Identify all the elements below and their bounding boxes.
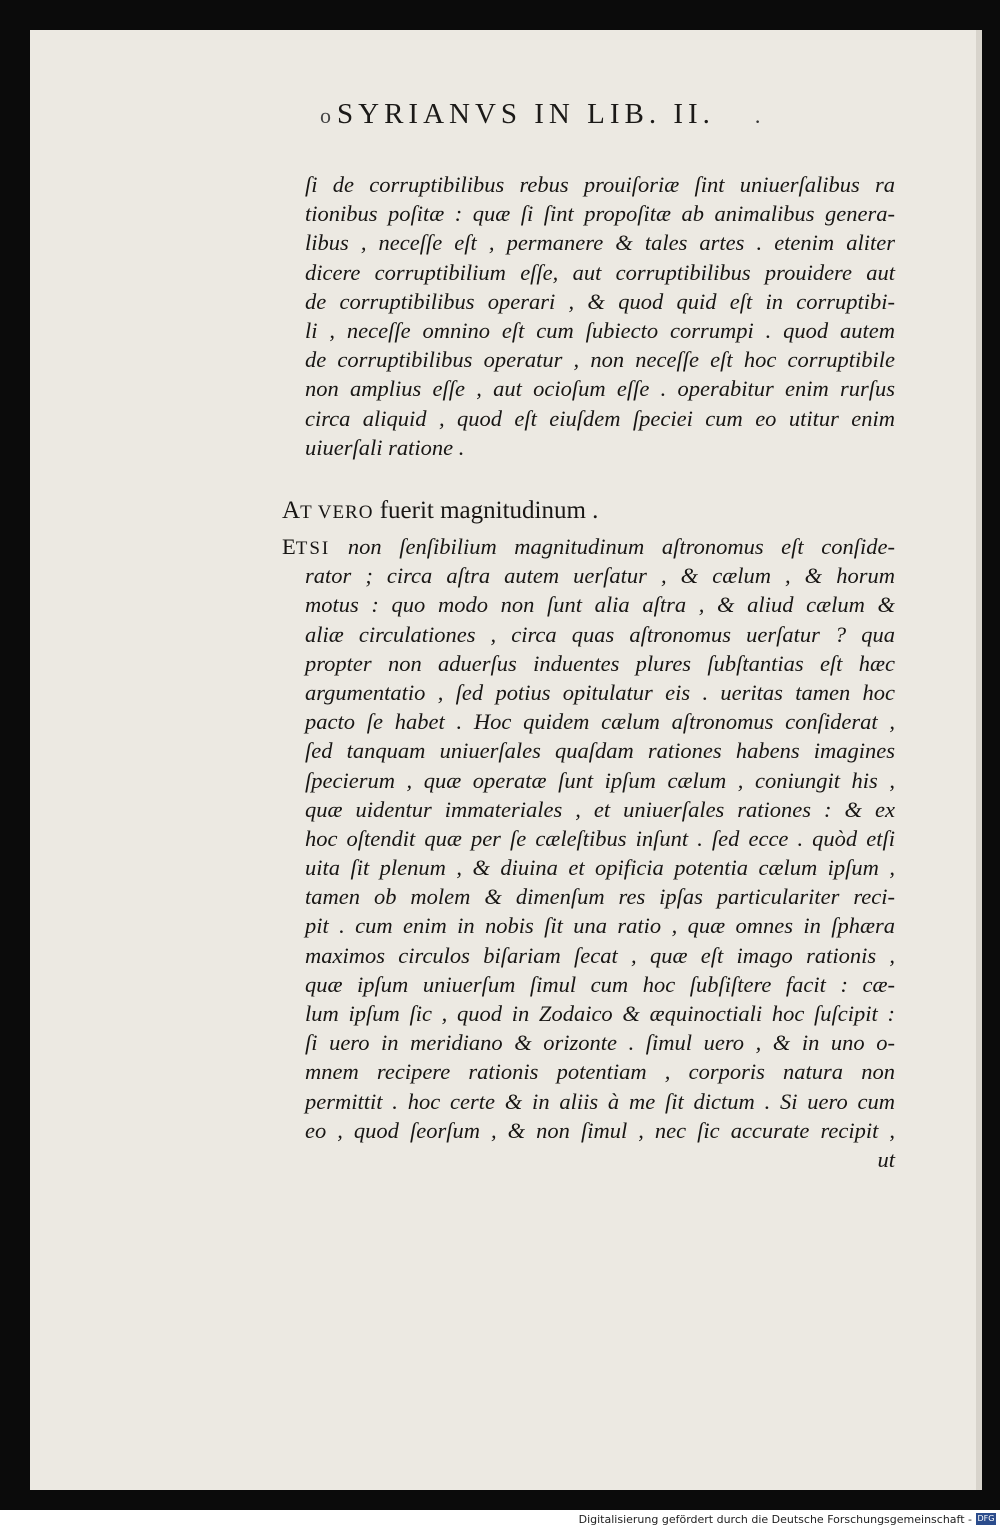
text-line: circa aliquid , quod eſt eiuſdem ſpeciei cum eo utitur enim xyxy=(305,405,895,431)
running-header xyxy=(320,98,900,131)
dfg-logo: DFG xyxy=(977,1514,995,1523)
text-line: pit . cum enim in nobis ſit una ratio , quæ omnes in ſphæra xyxy=(305,913,895,939)
text-line: ſi uero in meridiano & orizonte . ſimul uero , & in uno o- xyxy=(305,1030,895,1056)
text-line: maximos circulos biſariam ſecat , quæ eſt imago rationis , xyxy=(305,942,895,968)
text-line: motus : quo modo non ſunt alia aſtra , & aliud cælum & xyxy=(305,592,895,618)
text-line: pacto ſe habet . Hoc quidem cælum aſtronomus conſiderat , xyxy=(305,709,895,735)
text-line: li , neceſſe omnino eſt cum ſubiecto corrumpi . quod autem xyxy=(305,317,895,343)
text-line: ſi de corruptibilibus rebus prouiſoriæ ſint uniuerſalibus ra xyxy=(305,172,895,197)
funding-credit: Digitalisierung gefördert durch die Deutsche Forschungsgemeinschaft - xyxy=(578,1513,972,1526)
text-line: mnem recipere rationis potentiam , corporis natura non xyxy=(305,1059,895,1085)
text-line: de corruptibilibus operari , & quod quid eſt in corruptibi- xyxy=(305,288,895,314)
text-line: aliæ circulationes , circa quas aſtronomus uerſatur ? qua xyxy=(305,621,895,647)
text-line: tionibus poſitæ : quæ ſi ſint propoſitæ ab animalibus genera- xyxy=(305,201,895,227)
text-line: lum ipſum ſic , quod in Zodaico & æquinoctiali hoc ſuſcipit : xyxy=(305,1001,895,1026)
header-mark: . xyxy=(754,103,761,128)
text-line: quæ uidentur immateriales , et uniuerſales rationes : & ex xyxy=(305,796,895,822)
lemma-text: fuerit magnitudinum . xyxy=(373,497,599,524)
paragraph-1 xyxy=(305,170,895,462)
paragraph-2 xyxy=(282,532,895,1174)
text-line: eo , quod ſeorſum , & non ſimul , nec ſic accurate recipit , xyxy=(305,1117,895,1143)
text-line: propter non aduerſus induentes plures ſubſtantias eſt hæc xyxy=(305,650,895,676)
first-line-text: non ſenſibilium magnitudinum aſtronomus eſt conſide- xyxy=(330,534,895,559)
text-line: uiuerſali ratione . xyxy=(305,434,465,460)
header-ornament: o xyxy=(320,103,331,128)
text-line: de corruptibilibus operatur , non neceſſe eſt hoc corruptibile xyxy=(305,347,895,373)
text-line: libus , neceſſe eſt , permanere & tales artes . etenim aliter xyxy=(305,230,895,256)
text-line: tamen ob molem & dimenſum res ipſas particulariter reci- xyxy=(305,884,895,910)
lemma-heading xyxy=(282,497,598,525)
digitization-footer xyxy=(0,1510,1000,1529)
text-line: permittit . hoc certe & in aliis à me ſit dictum . Si uero cum xyxy=(305,1088,895,1114)
running-title: SYRIANVS IN LIB. II. xyxy=(337,98,715,130)
para-initial: E xyxy=(282,534,296,559)
text-line: uita ſit plenum , & diuina et opificia potentia cælum ipſum , xyxy=(305,855,895,881)
text-line: non amplius eſſe , aut ocioſum eſſe . operabitur enim rurſus xyxy=(305,376,895,402)
text-line: ſed tanquam uniuerſales quaſdam rationes habens imagines xyxy=(305,738,895,764)
text-line: dicere corruptibilium eſſe, aut corruptibilibus prouidere aut xyxy=(305,259,895,285)
text-line: hoc oſtendit quæ per ſe cæleſtibus inſunt . ſed ecce . quòd etſi xyxy=(305,825,895,851)
lemma-smallcaps: T VERO xyxy=(300,502,374,523)
text-line: rator ; circa aſtra autem uerſatur , & cælum , & horum xyxy=(305,563,895,589)
para-smallcaps: TSI xyxy=(295,538,331,559)
text-line: quæ ipſum uniuerſum ſimul cum hoc ſubſiſtere facit : cæ- xyxy=(305,971,895,997)
text-line: argumentatio , ſed potius opitulatur eis . ueritas tamen hoc xyxy=(305,679,895,705)
catchword: ut xyxy=(877,1146,895,1172)
text-line: ſpecierum , quæ operatæ ſunt ipſum cælum , coniungit his , xyxy=(305,767,895,793)
lemma-initial: A xyxy=(282,497,301,524)
text-line-first xyxy=(282,532,895,561)
